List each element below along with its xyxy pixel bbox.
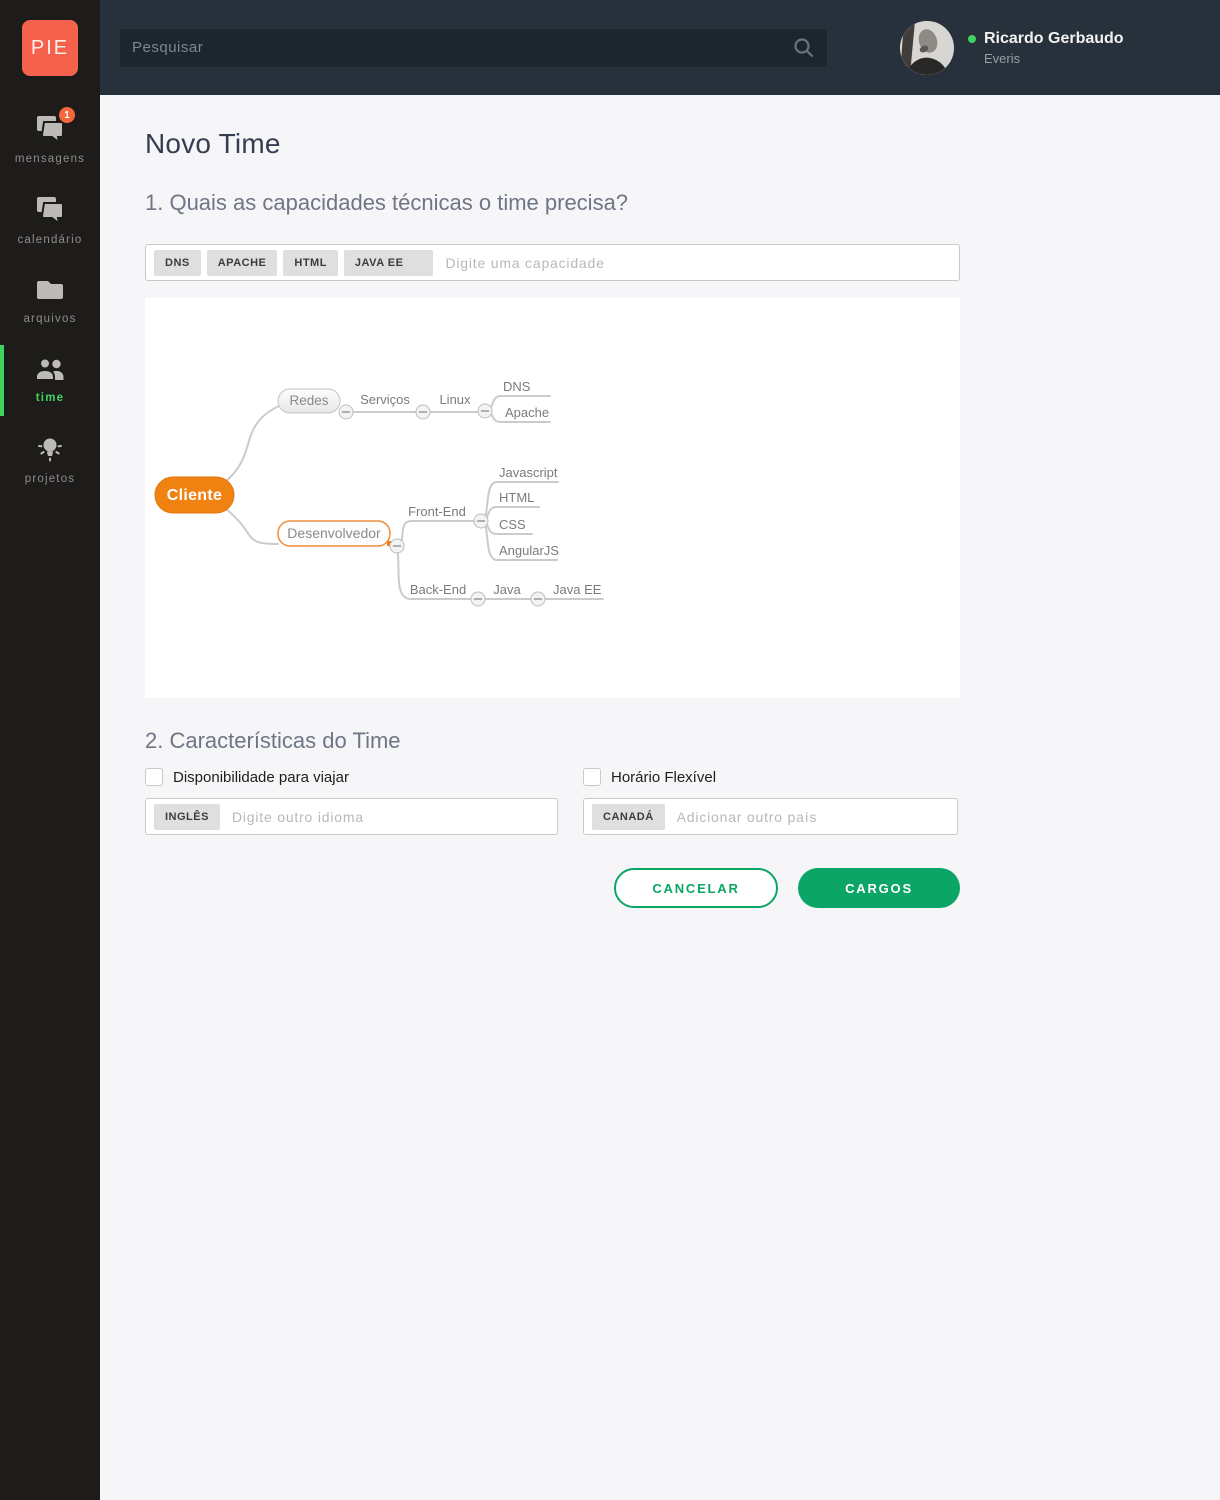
collapse-toggle[interactable] [390, 539, 404, 553]
svg-text:HTML: HTML [499, 490, 535, 505]
country-chip[interactable]: CANADÁ [592, 804, 665, 830]
section2-heading: 2. Características do Time [145, 728, 401, 753]
sidebar-item-mensagens[interactable] [0, 108, 100, 175]
capability-chip[interactable]: DNS [154, 250, 201, 276]
online-status-dot [968, 35, 976, 43]
mindmap-node-java[interactable] [493, 582, 521, 597]
mindmap-node-apache[interactable] [505, 405, 549, 420]
svg-text:Back-End: Back-End [409, 582, 467, 597]
language-chip[interactable]: INGLÊS [154, 804, 220, 830]
sidebar-item-calendario[interactable] [0, 189, 100, 256]
mindmap-node-frontend[interactable] [408, 504, 466, 519]
svg-text:DNS: DNS [503, 379, 531, 394]
mindmap-node-javascript[interactable] [499, 465, 558, 480]
user-info [968, 30, 1124, 66]
svg-text:Java: Java [493, 582, 521, 597]
user-company: Everis [984, 50, 1021, 66]
mindmap-canvas[interactable] [145, 298, 960, 698]
search-icon[interactable] [793, 37, 815, 59]
mindmap-node-redes[interactable] [278, 389, 340, 413]
sidebar-item-arquivos[interactable] [0, 270, 100, 335]
mindmap-connectors [225, 396, 603, 599]
capability-chip[interactable]: APACHE [207, 250, 278, 276]
cancel-button[interactable]: CANCELAR [614, 868, 778, 908]
search-input[interactable] [132, 39, 793, 56]
capability-input[interactable] [445, 255, 953, 271]
checkbox-label: Disponibilidade para viajar [173, 768, 349, 786]
search-box [120, 29, 827, 67]
chat-icon [34, 131, 66, 148]
svg-text:Serviços: Serviços [360, 392, 410, 407]
collapse-toggle[interactable] [471, 592, 485, 606]
sidebar-item-label: arquivos [23, 313, 77, 325]
mindmap-node-css[interactable] [499, 517, 526, 532]
collapse-toggle[interactable] [339, 405, 353, 419]
folder-icon [34, 291, 66, 308]
user-name: Ricardo Gerbaudo [984, 29, 1124, 47]
mindmap-node-servicos[interactable] [360, 392, 410, 407]
svg-text:Javascript: Javascript [499, 465, 558, 480]
mindmap-node-javaee[interactable] [553, 582, 602, 597]
collapse-toggle[interactable] [416, 405, 430, 419]
sidebar-item-label: time [35, 392, 65, 404]
capability-chip[interactable]: JAVA EE [344, 250, 434, 276]
bulb-icon [35, 451, 65, 468]
sidebar-item-label: projetos [24, 473, 76, 485]
unread-badge: 1 [59, 107, 75, 123]
sidebar [0, 0, 100, 1500]
capabilities-tag-input [145, 244, 960, 281]
checkbox-label: Horário Flexível [611, 768, 717, 786]
sidebar-item-label: mensagens [14, 153, 86, 165]
mindmap-node-desenvolvedor[interactable] [278, 521, 392, 546]
svg-text:Redes: Redes [289, 393, 329, 408]
svg-text:CSS: CSS [499, 517, 526, 532]
sidebar-item-time[interactable] [0, 349, 100, 414]
page-title: Novo Time [145, 128, 281, 159]
user-avatar [900, 21, 954, 75]
capability-chip[interactable]: HTML [283, 250, 338, 276]
people-icon [33, 370, 67, 387]
svg-text:Cliente: Cliente [166, 487, 223, 504]
mindmap-node-cliente[interactable] [155, 477, 234, 513]
svg-text:AngularJS: AngularJS [499, 543, 559, 558]
svg-text:Front-End: Front-End [408, 504, 466, 519]
checkbox-horario-flexivel[interactable] [583, 768, 601, 786]
language-input[interactable] [232, 809, 551, 825]
section1-heading: 1. Quais as capacidades técnicas o time precisa? [145, 190, 629, 215]
sidebar-nav [0, 108, 100, 495]
app-logo[interactable]: PIE [22, 20, 78, 76]
checkbox-disponibilidade[interactable] [145, 768, 163, 786]
cargos-button[interactable]: CARGOS [798, 868, 960, 908]
svg-text:Apache: Apache [505, 405, 550, 420]
sidebar-item-label: calendário [17, 234, 83, 246]
svg-text:Java EE: Java EE [553, 582, 602, 597]
main-content [100, 95, 1220, 1500]
country-tag-input [583, 798, 958, 835]
sidebar-item-projetos[interactable] [0, 428, 100, 495]
mindmap-node-dns[interactable] [503, 379, 531, 394]
mindmap-node-html[interactable] [499, 490, 534, 505]
language-tag-input [145, 798, 558, 835]
user-menu[interactable] [900, 21, 1124, 75]
country-input[interactable] [677, 809, 951, 825]
collapse-toggle[interactable] [474, 514, 488, 528]
mindmap-node-angularjs[interactable] [499, 543, 559, 558]
svg-text:Desenvolvedor: Desenvolvedor [287, 525, 381, 541]
chat-icon [34, 212, 66, 229]
topbar [100, 0, 1220, 95]
collapse-toggle[interactable] [531, 592, 545, 606]
collapse-toggle[interactable] [478, 404, 492, 418]
mindmap-node-linux[interactable] [439, 392, 471, 407]
mindmap-node-backend[interactable] [410, 582, 466, 597]
svg-text:Linux: Linux [439, 392, 471, 407]
